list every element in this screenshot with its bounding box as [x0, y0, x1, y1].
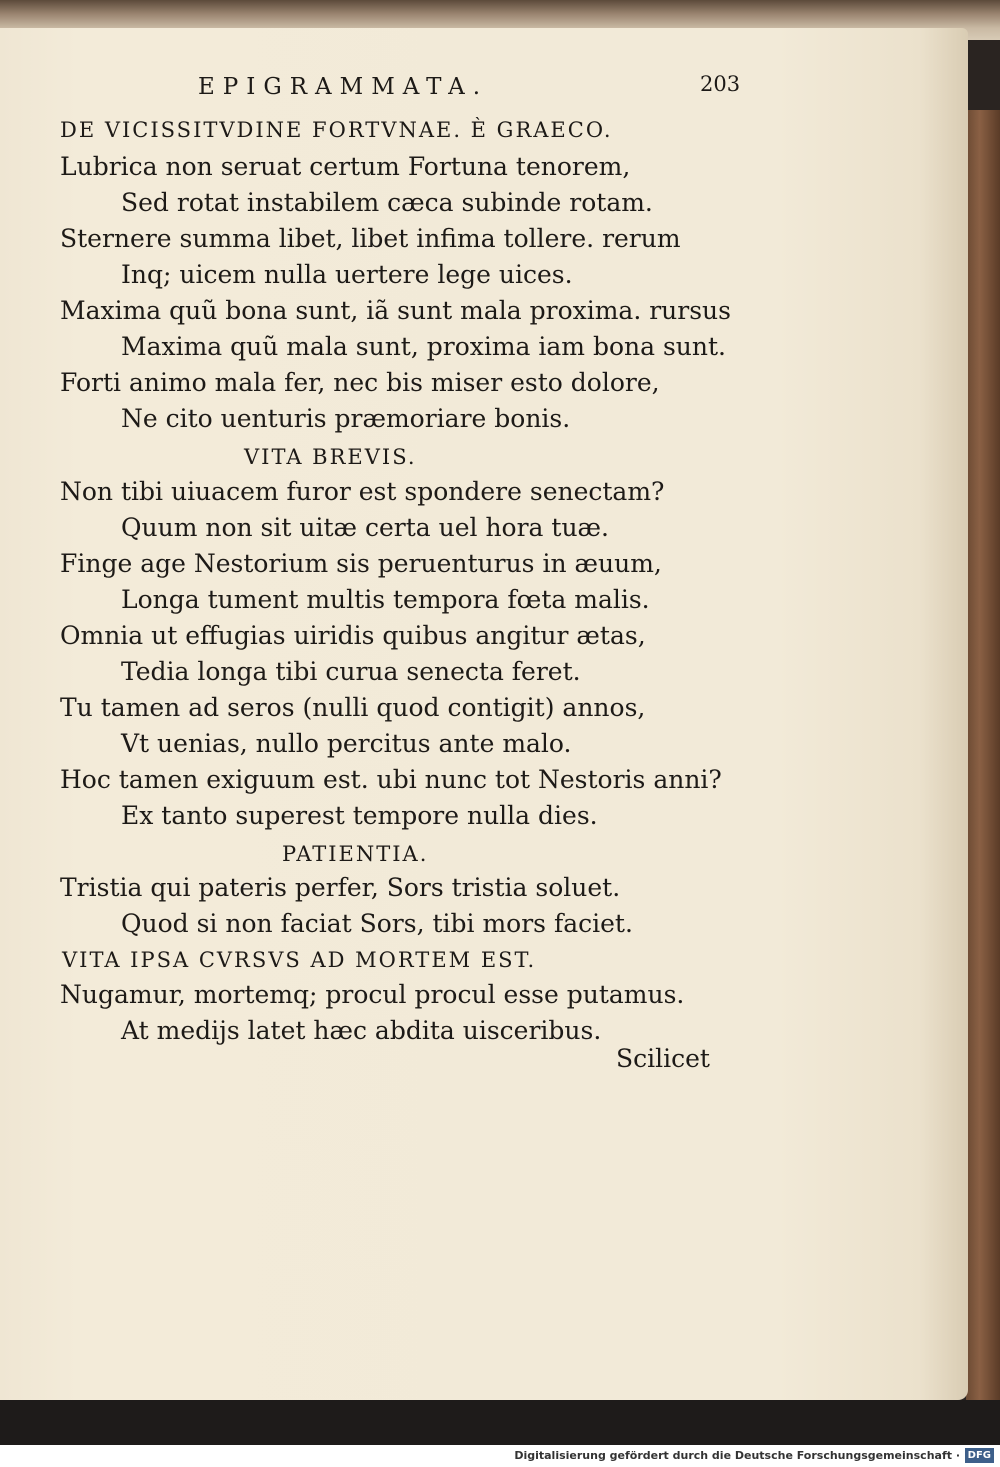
running-head: EPIGRAMMATA. — [198, 74, 489, 100]
page-number: 203 — [700, 72, 741, 96]
scan-background — [0, 1400, 1000, 1445]
verse-line: Hoc tamen exiguum est. ubi nunc tot Nestoris anni? — [60, 765, 722, 794]
section-title: VITA BREVIS. — [244, 445, 417, 469]
verse-line: Ne cito uenturis præmoriare bonis. — [121, 404, 571, 433]
verse-line: At medijs latet hæc abdita uisceribus. — [121, 1016, 602, 1045]
verse-line: Longa tument multis tempora fœta malis. — [121, 585, 650, 614]
verse-line: Ex tanto superest tempore nulla dies. — [121, 801, 598, 830]
verse-line: Tedia longa tibi curua senecta feret. — [121, 657, 581, 686]
verse-line: Quum non sit uitæ certa uel hora tuæ. — [121, 513, 609, 542]
verse-line: Nugamur, mortemq; procul procul esse putamus. — [60, 980, 685, 1009]
digitization-footer — [0, 1445, 1000, 1467]
verse-line: Maxima quũ mala sunt, proxima iam bona sunt. — [121, 332, 726, 361]
section-title: VITA IPSA CVRSVS AD MORTEM EST. — [62, 948, 537, 972]
verse-line: Vt uenias, nullo percitus ante malo. — [121, 729, 572, 758]
verse-line: Inq; uicem nulla uertere lege uices. — [121, 260, 573, 289]
verse-line: Lubrica non seruat certum Fortuna tenorem, — [60, 152, 631, 181]
dfg-logo: DFG — [965, 1448, 994, 1463]
verse-line: Forti animo mala fer, nec bis miser esto dolore, — [60, 368, 660, 397]
footer-credit: Digitalisierung gefördert durch die Deutsche Forschungsgemeinschaft · — [514, 1449, 960, 1462]
verse-line: Quod si non faciat Sors, tibi mors faciet. — [121, 909, 633, 938]
catchword: Scilicet — [616, 1044, 710, 1073]
verse-line: Tu tamen ad seros (nulli quod contigit) annos, — [60, 693, 646, 722]
verse-line: Maxima quũ bona sunt, iã sunt mala proxima. rursus — [60, 296, 731, 325]
section-title: PATIENTIA. — [282, 842, 429, 866]
verse-line: Non tibi uiuacem furor est spondere senectam? — [60, 477, 665, 506]
section-title: DE VICISSITVDINE FORTVNAE. È GRAECO. — [60, 118, 613, 142]
book-cover-edge — [966, 110, 1000, 1400]
verse-line: Sed rotat instabilem cæca subinde rotam. — [121, 188, 653, 217]
verse-line: Finge age Nestorium sis peruenturus in æuum, — [60, 549, 662, 578]
verse-line: Tristia qui pateris perfer, Sors tristia soluet. — [60, 873, 621, 902]
verse-line: Sternere summa libet, libet infima tollere. rerum — [60, 224, 681, 253]
verse-line: Omnia ut effugias uiridis quibus angitur ætas, — [60, 621, 646, 650]
